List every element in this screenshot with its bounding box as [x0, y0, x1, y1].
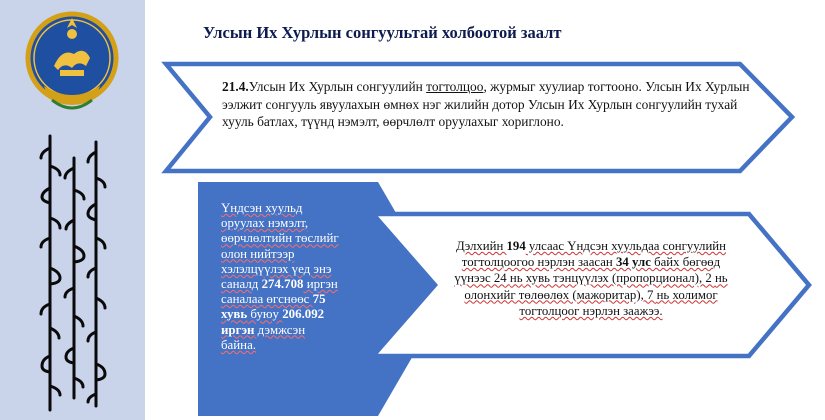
mongolian-vertical-script-icon [30, 128, 116, 416]
amendment-text: Үндсэн хуульд оруулах нэмэлт, өөрчлөлтийн төслийг олон нийтээр хэлэлцүүлэх үед энэ саналд 274.708 иргэн саналаа өгснөөс 75 хувь буюу 206.092 иргэн дэмжсэн байна. [221, 201, 339, 352]
mongolia-state-emblem-icon [22, 8, 122, 120]
sidebar [0, 0, 145, 420]
underlined-term: тогтолцоо [426, 79, 484, 94]
countries-total: 194 [506, 239, 526, 253]
article-number: 21.4. [222, 79, 249, 94]
article-text: 21.4.Улсын Их Хурлын сонгуулийн тогтолцоо, журмыг хуулиар тогтооно. Улсын Их Хурлын ээлжит сонгууль явуулахын өмнөх нэг жилийн дотор Улсын Их Хурлын сонгуулийн тухай хууль батлах, түүнд нэмэлт, өөрчлөлт оруулахыг хориглоно. [222, 79, 750, 129]
support-count: 206.092 [282, 307, 325, 322]
support-percent: 75 [312, 292, 326, 307]
participant-count: 274.708 [261, 277, 304, 292]
world-comparison-text: Дэлхийн 194 улсаас Үндсэн хуульдаа сонгуулийн тогтолцоогоо нэрлэн заасан 34 улс байх бөгөөд үүнээс 24 нь хувь тэнцүүлэх (пропорционал), 2 нь олонхийг төлөөлөх (мажоритар), 7 нь холимог тогтолцоог нэрлэн заажээ. [454, 239, 728, 318]
countries-named: 34 улс [615, 255, 651, 270]
slide-title: Улсын Их Хурлын сонгуультай холбоотой заалт [203, 23, 562, 42]
